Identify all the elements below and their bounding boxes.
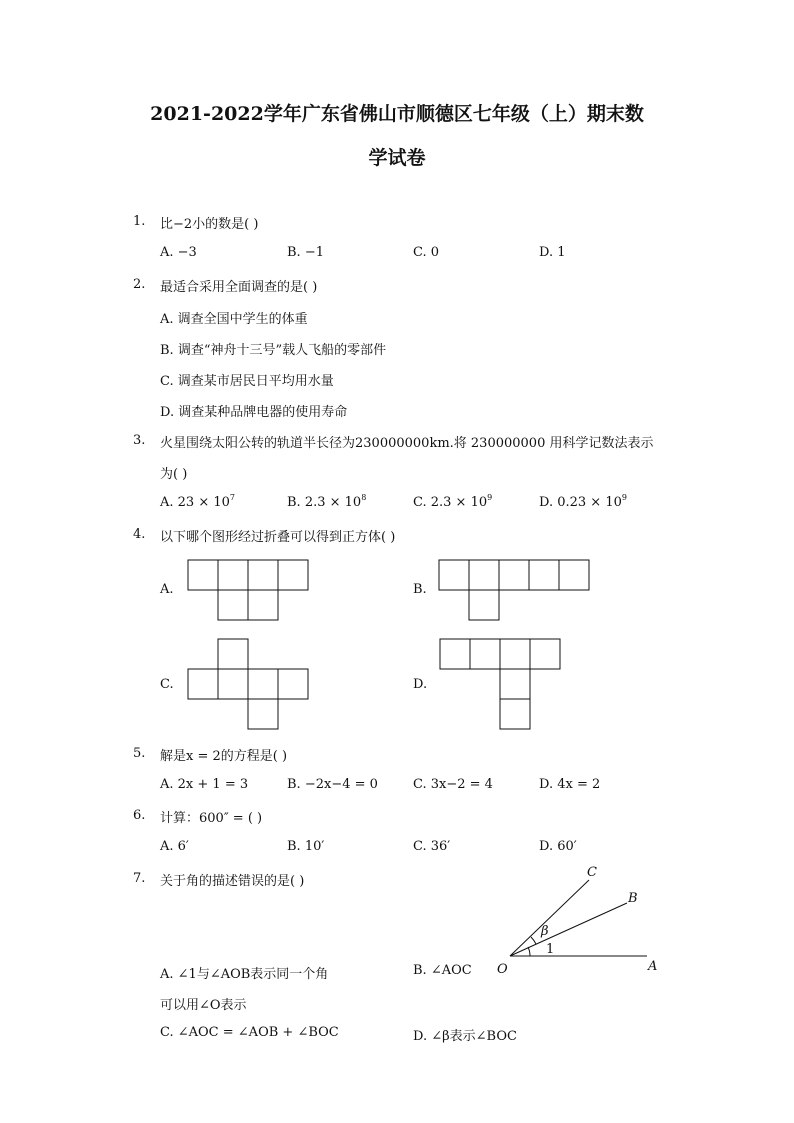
cube-net-d <box>439 638 563 732</box>
option-d: D. 1 <box>539 245 566 260</box>
question-number: 6. <box>133 808 146 823</box>
label-c: C <box>587 865 597 880</box>
option-d: D. <box>413 677 428 692</box>
option-a-continued: 可以用∠O表示 <box>160 998 247 1013</box>
option-b: B. 10′ <box>287 839 325 854</box>
option-b: B. −2x−4 = 0 <box>287 777 378 792</box>
cube-net-c <box>187 638 311 732</box>
option-a: A. 调查全国中学生的体重 <box>160 312 308 327</box>
question-text: 最适合采用全面调查的是( ) <box>160 280 318 295</box>
question-number: 3. <box>133 433 146 448</box>
option-d: D. 4x = 2 <box>539 777 601 792</box>
option-a: A. $23 \times 10^7$ <box>160 493 235 510</box>
question-number: 1. <box>133 214 146 229</box>
cube-net-b <box>438 559 592 623</box>
question-text: 以下哪个图形经过折叠可以得到正方体( ) <box>160 530 396 545</box>
label-angle-1: 1 <box>546 942 555 957</box>
option-d: D. 调查某种品牌电器的使用寿命 <box>160 405 348 420</box>
option-b: B. −1 <box>287 245 324 260</box>
option-c: C. 3x−2 = 4 <box>413 777 493 792</box>
question-text: 火星围绕太阳公转的轨道半长径为230000000km.将 230000000 用科学记数法表示 <box>160 436 654 451</box>
option-d: D. $0.23 \times 10^9$ <box>539 493 627 510</box>
angle-1-arc <box>528 947 530 956</box>
cube-net-a <box>187 559 311 623</box>
label-a: A <box>648 959 658 974</box>
option-b: B. 调查“神舟十三号”载人飞船的零部件 <box>160 343 387 358</box>
option-a: A. <box>160 582 174 597</box>
option-d: D. 60′ <box>539 839 577 854</box>
option-c: C. ∠AOC = ∠AOB + ∠BOC <box>160 1025 339 1040</box>
option-a: A. 2x + 1 = 3 <box>160 777 249 792</box>
question-number: 2. <box>133 277 146 292</box>
angle-diagram <box>490 860 670 980</box>
option-b: B. $2.3 \times 10^8$ <box>287 493 367 510</box>
question-text: 关于角的描述错误的是( ) <box>160 874 305 889</box>
option-a: A. −3 <box>160 245 197 260</box>
option-b: B. ∠AOC <box>413 963 472 978</box>
question-number: 5. <box>133 746 146 761</box>
question-text: 计算：600″ = ( ) <box>160 811 263 826</box>
exam-title-line1: 2021-2022学年广东省佛山市顺德区七年级（上）期末数 <box>150 103 644 125</box>
label-o: O <box>497 962 508 977</box>
exam-title-line2: 学试卷 <box>368 147 426 169</box>
question-text-continued: 为( ) <box>160 467 188 482</box>
question-text: 解是x = 2的方程是( ) <box>160 749 288 764</box>
option-c: C. 36′ <box>413 839 451 854</box>
option-d: D. ∠β表示∠BOC <box>413 1029 517 1044</box>
option-c: C. 0 <box>413 245 440 260</box>
question-number: 7. <box>133 871 146 886</box>
label-beta: β <box>541 924 549 939</box>
option-c: C. $2.3 \times 10^9$ <box>413 493 493 510</box>
question-text: 比−2小的数是( ) <box>160 217 259 232</box>
label-b: B <box>628 891 638 906</box>
ray-ob <box>510 903 627 956</box>
option-b: B. <box>413 582 427 597</box>
angle-beta-arc <box>531 937 536 944</box>
option-c: C. 调查某市居民日平均用水量 <box>160 374 334 389</box>
option-a: A. 6′ <box>160 839 189 854</box>
option-c: C. <box>160 677 174 692</box>
question-number: 4. <box>133 527 146 542</box>
option-a: A. ∠1与∠AOB表示同一个角 <box>160 967 329 982</box>
